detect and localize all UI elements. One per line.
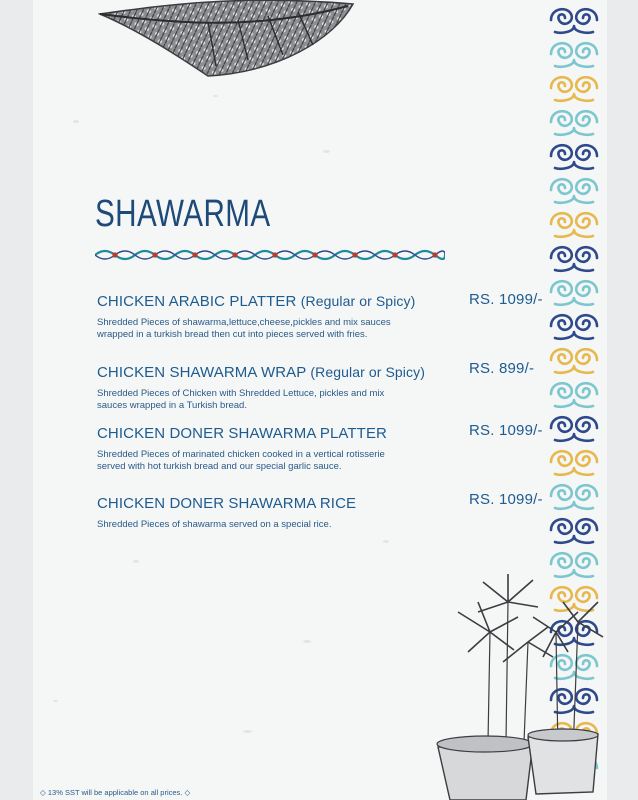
item-price: RS. 1099/-: [469, 491, 543, 508]
item-name: CHICKEN ARABIC PLATTER (Regular or Spicy): [97, 293, 416, 310]
menu-item: [97, 424, 467, 473]
paper-speck: [133, 560, 139, 563]
paper-speck: [323, 150, 330, 153]
item-name: CHICKEN DONER SHAWARMA PLATTER: [97, 425, 387, 442]
item-price: RS. 1099/-: [469, 291, 543, 308]
menu-page: [33, 0, 607, 800]
feather-illustration: [98, 0, 358, 80]
item-description: Shredded Pieces of shawarma served on a special rice.: [97, 519, 332, 530]
menu-item: [97, 494, 467, 531]
paper-speck: [243, 730, 252, 733]
section-title: SHAWARMA: [95, 193, 271, 235]
item-price: RS. 1099/-: [469, 422, 543, 439]
paper-speck: [53, 700, 58, 702]
item-name: CHICKEN SHAWARMA WRAP (Regular or Spicy): [97, 364, 425, 381]
paper-speck: [213, 95, 218, 97]
item-description: Shredded Pieces of shawarma,lettuce,cheese,pickles and mix sauces wrapped in a turkish bread then cut into pieces served with fries.: [97, 317, 391, 340]
item-name: CHICKEN DONER SHAWARMA RICE: [97, 495, 357, 512]
item-option: (Regular or Spicy): [300, 293, 416, 309]
paper-speck: [303, 640, 311, 643]
item-description: Shredded Pieces of Chicken with Shredded Lettuce, pickles and mix sauces wrapped in a Turkish bread.: [97, 388, 385, 411]
item-price: RS. 899/-: [469, 360, 535, 377]
menu-item: [97, 292, 467, 341]
menu-item: [97, 363, 467, 412]
item-description: Shredded Pieces of marinated chicken cooked in a vertical rotisserie served with hot turkish bread and our special garlic sauce.: [97, 449, 385, 472]
item-option: (Regular or Spicy): [310, 364, 425, 380]
decorative-divider: [95, 245, 445, 265]
paper-speck: [383, 540, 389, 543]
tax-footnote: ◇ 13% SST will be applicable on all prices. ◇: [40, 788, 191, 797]
potted-plant-illustration: [428, 572, 607, 800]
paper-speck: [73, 120, 79, 123]
